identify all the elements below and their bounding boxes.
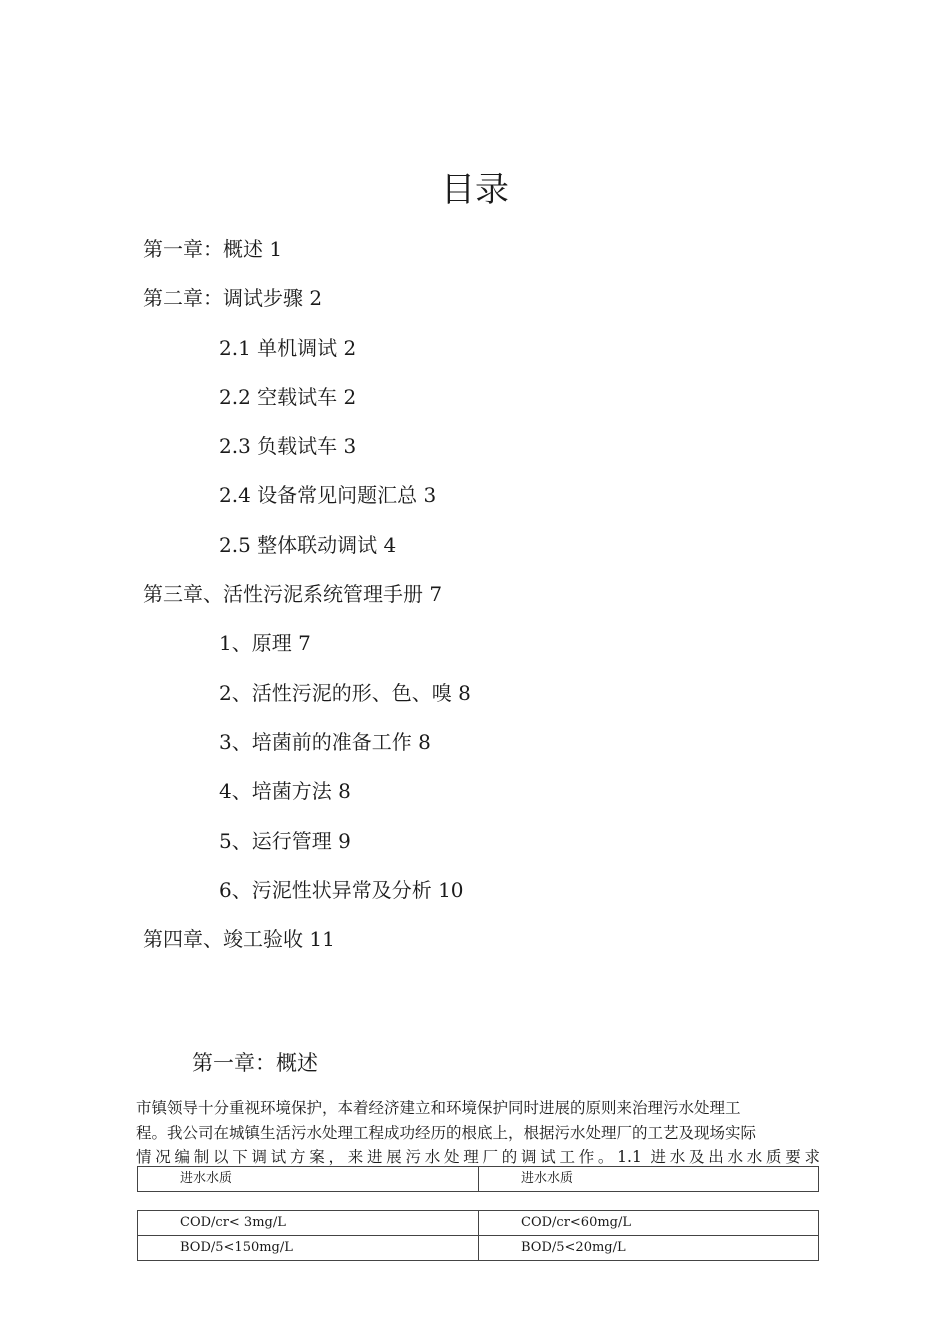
toc-entry[interactable]: 2.4 设备常见问题汇总 3 <box>219 483 437 508</box>
toc-entry[interactable]: 2.3 负载试车 3 <box>219 434 357 459</box>
toc-entry[interactable]: 2.1 单机调试 2 <box>219 335 357 360</box>
toc-entry[interactable]: 6、污泥性状异常及分析 10 <box>219 877 464 902</box>
paragraph-line: 情况编制以下调试方案，来进展污水处理厂的调试工作。1.1 进水及出水水质要求 <box>136 1148 820 1166</box>
toc-entry[interactable]: 2.2 空载试车 2 <box>219 384 357 409</box>
toc-entry[interactable]: 5、运行管理 9 <box>219 828 351 853</box>
toc-entry[interactable]: 2、活性污泥的形、色、嗅 8 <box>219 680 471 705</box>
body-paragraph <box>136 1096 820 1170</box>
table-header-cell: 进水水质 <box>478 1167 818 1191</box>
water-quality-table <box>137 1166 819 1261</box>
table-cell: COD/cr<60mg/L <box>478 1211 818 1235</box>
paragraph-line: 程。我公司在城镇生活污水处理工程成功经历的根底上，根据污水处理厂的工艺及现场实际 <box>136 1123 757 1142</box>
table-header-cell: 进水水质 <box>180 1171 233 1186</box>
table-spacer <box>137 1192 819 1211</box>
table-cell: BOD/5<20mg/L <box>478 1236 818 1260</box>
toc-entry[interactable]: 2.5 整体联动调试 4 <box>219 532 397 557</box>
toc-entry[interactable]: 第一章：概述 1 <box>143 237 283 261</box>
toc-entry[interactable]: 第二章：调试步骤 2 <box>143 286 323 311</box>
table-row <box>137 1236 819 1261</box>
toc-list <box>0 229 950 968</box>
toc-entry[interactable]: 4、培菌方法 8 <box>219 779 351 804</box>
chapter-heading: 第一章：概述 <box>192 1051 318 1075</box>
paragraph-line: 市镇领导十分重视环境保护，本着经济建立和环境保护同时进展的原则来治理污水处理工 <box>136 1099 741 1117</box>
table-cell: BOD/5<150mg/L <box>180 1240 293 1255</box>
table-header-row <box>137 1166 819 1192</box>
toc-entry[interactable]: 第三章、活性污泥系统管理手册 7 <box>143 582 443 607</box>
toc-entry[interactable]: 3、培菌前的准备工作 8 <box>219 729 431 754</box>
table-spacer-cell <box>478 1192 819 1210</box>
table-cell: COD/cr< 3mg/L <box>180 1215 286 1230</box>
toc-entry[interactable]: 第四章、竣工验收 11 <box>143 927 335 952</box>
toc-entry[interactable]: 1、原理 7 <box>219 631 311 656</box>
toc-title: 目录 <box>441 170 509 210</box>
table-row <box>137 1211 819 1236</box>
table-spacer-cell <box>137 1192 478 1210</box>
